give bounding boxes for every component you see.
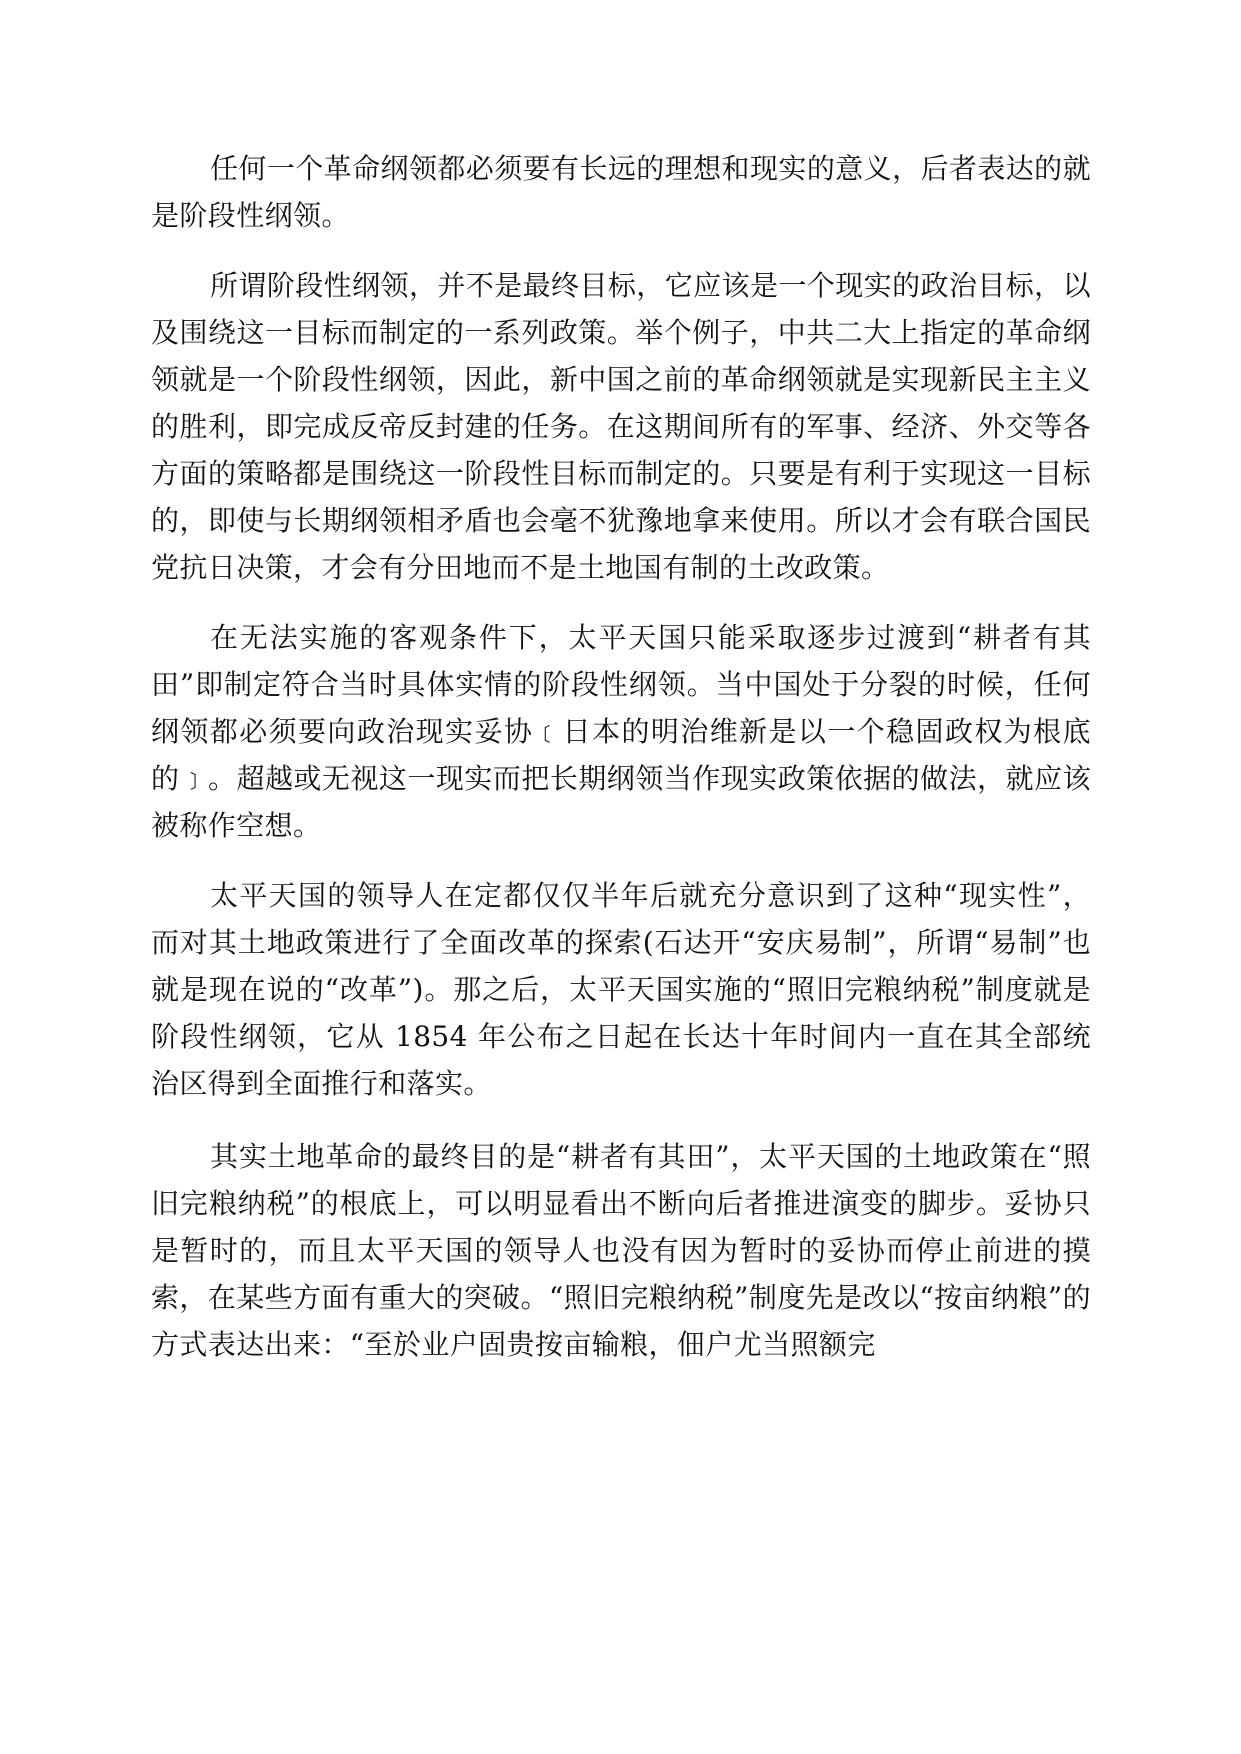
paragraph: 所谓阶段性纲领，并不是最终目标，它应该是一个现实的政治目标，以及围绕这一目标而制定的一系列政策。举个例子，中共二大上指定的革命纲领就是一个阶段性纲领，因此，新中国之前的革命纲领就是实现新民主主义的胜利，即完成反帝反封建的任务。在这期间所有的军事、经济、外交等各方面的策略都是围绕这一阶段性目标而制定的。只要是有利于实现这一目标的，即使与长期纲领相矛盾也会毫不犹豫地拿来使用。所以才会有联合国民党抗日决策，才会有分田地而不是土地国有制的土改政策。 — [151, 269, 1091, 584]
document-body — [151, 145, 1091, 1391]
paragraph: 任何一个革命纲领都必须要有长远的理想和现实的意义，后者表达的就是阶段性纲领。 — [151, 152, 1091, 232]
paragraph: 其实土地革命的最终目的是“耕者有其田”，太平天国的土地政策在“照旧完粮纳税”的根底上，可以明显看出不断向后者推进演变的脚步。妥协只是暂时的，而且太平天国的领导人也没有因为暂时的妥协而停止前进的摸索，在某些方面有重大的突破。“照旧完粮纳税”制度先是改以“按亩纳粮”的方式表达出来：“至於业户固贵按亩输粮，佃户尤当照额完 — [151, 1140, 1091, 1361]
paragraph: 在无法实施的客观条件下，太平天国只能采取逐步过渡到“耕者有其田”即制定符合当时具体实情的阶段性纲领。当中国处于分裂的时候，任何纲领都必须要向政治现实妥协﹝日本的明治维新是以一个稳固政权为根底的﹞。超越或无视这一现实而把长期纲领当作现实政策依据的做法，就应该被称作空想。 — [151, 621, 1091, 842]
paragraph: 太平天国的领导人在定都仅仅半年后就充分意识到了这种“现实性”，而对其土地政策进行了全面改革的探索(石达开“安庆易制”，所谓“易制”也就是现在说的“改革”)。那之后，太平天国实施的“照旧完粮纳税”制度就是阶段性纲领，它从 1854 年公布之日起在长达十年时间内一直在其全部统治区得到全面推行和落实。 — [151, 879, 1091, 1100]
